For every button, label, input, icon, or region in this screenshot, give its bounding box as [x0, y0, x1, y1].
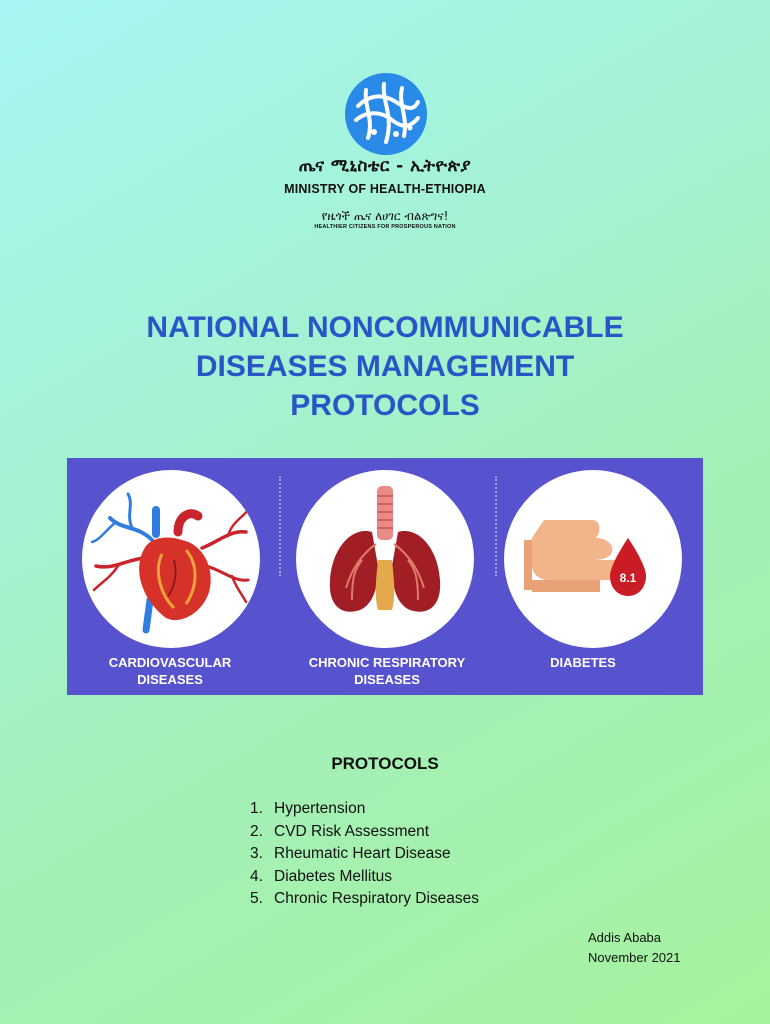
list-item [250, 843, 479, 866]
category-diabetes [483, 654, 683, 671]
title-line-3: PROTOCOLS [290, 389, 480, 422]
title-line-2: DISEASES MANAGEMENT [195, 350, 575, 383]
publication-date: November 2021 [588, 950, 681, 965]
diabetes-circle [504, 470, 682, 648]
slogan-english: HEALTHIER CITIZENS FOR PROSPEROUS NATION [314, 224, 456, 230]
list-number: 3. [250, 845, 263, 863]
category-label: DISEASES [354, 672, 420, 687]
category-label: CARDIOVASCULAR [108, 655, 232, 670]
disease-categories-banner [67, 458, 703, 695]
publication-info [588, 928, 681, 968]
respiratory-circle [296, 470, 474, 648]
list-label: Rheumatic Heart Disease [274, 845, 451, 863]
banner-divider [279, 476, 281, 576]
cardiovascular-circle [82, 470, 260, 648]
glucose-reading: 8.1 [619, 571, 637, 585]
list-item [250, 821, 479, 844]
category-cardiovascular [70, 654, 270, 688]
ministry-name-amharic: ጤና ሚኒስቴር - ኢትዮጵያ [298, 156, 472, 176]
list-item [250, 798, 479, 821]
category-label: CHRONIC RESPIRATORY [308, 655, 466, 670]
list-label: Diabetes Mellitus [274, 867, 393, 885]
ministry-logo-icon [344, 72, 428, 156]
list-label: CVD Risk Assessment [274, 822, 430, 840]
list-item [250, 888, 479, 911]
protocols-heading: PROTOCOLS [331, 754, 439, 773]
finger-blood-drop-icon [504, 470, 682, 648]
list-number: 1. [250, 800, 263, 817]
protocols-list [250, 798, 479, 911]
list-label: Hypertension [274, 800, 366, 817]
list-number: 5. [250, 890, 263, 908]
list-number: 2. [250, 822, 263, 840]
category-respiratory [287, 654, 487, 688]
category-label: DIABETES [550, 655, 616, 670]
heart-icon [82, 470, 260, 648]
list-number: 4. [250, 867, 263, 885]
banner-divider [495, 476, 497, 576]
publication-city: Addis Ababa [588, 930, 662, 945]
slogan-amharic: የዜጎች ጤና ለሀገር ብልጽግና! [321, 209, 449, 223]
category-label: DISEASES [137, 672, 203, 687]
title-line-1: NATIONAL NONCOMMUNICABLE [146, 311, 624, 344]
list-label: Chronic Respiratory Diseases [274, 890, 480, 908]
list-item [250, 866, 479, 889]
document-title [60, 308, 710, 425]
ministry-name-english: MINISTRY OF HEALTH-ETHIOPIA [284, 182, 486, 196]
lungs-icon [296, 470, 474, 648]
